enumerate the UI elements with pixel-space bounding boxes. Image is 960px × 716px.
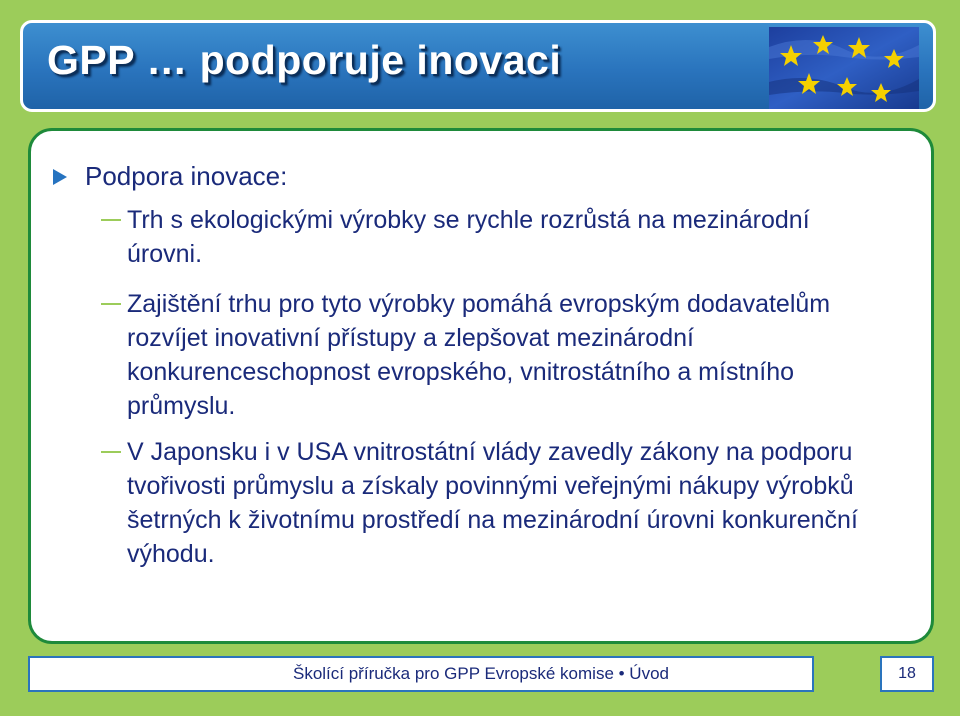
footer-bar (28, 656, 814, 692)
content-panel (28, 128, 934, 644)
dash-icon (101, 303, 121, 305)
main-bullet (53, 161, 287, 192)
bullet-arrow-icon (53, 169, 67, 185)
sub-item-text: Trh s ekologickými výrobky se rychle rozrůstá na mezinárodní úrovni. (127, 206, 810, 268)
title-bar (20, 20, 936, 112)
dash-icon (101, 219, 121, 221)
sub-item-text: Zajištění trhu pro tyto výrobky pomáhá evropským dodavatelům rozvíjet inovativní přístupy a zlepšovat mezinárodní konkurenceschopnost evropského, vnitrostátního a místního průmyslu. (127, 290, 831, 420)
dash-icon (101, 451, 121, 453)
footer-text: Školící příručka pro GPP Evropské komise • Úvod (292, 664, 669, 683)
eu-flag-icon (769, 27, 919, 109)
sub-item-text: V Japonsku i v USA vnitrostátní vlády zavedly zákony na podporu tvořivosti průmyslu a získaly povinnými veřejnými nákupy výrobků šetrných k životnímu prostředí na mezinárodní úrovni konkurenční výhodu. (127, 438, 858, 568)
page-number-box (880, 656, 934, 692)
main-bullet-text: Podpora inovace: (85, 161, 288, 191)
slide-title: GPP … podporuje inovaci (47, 37, 562, 83)
page-number: 18 (898, 665, 916, 682)
